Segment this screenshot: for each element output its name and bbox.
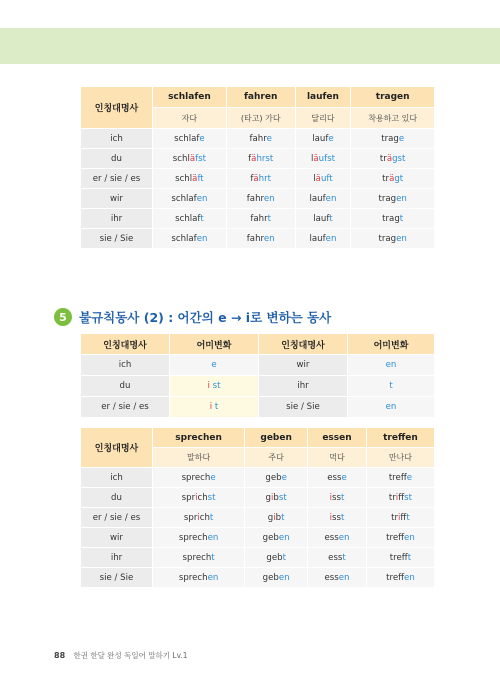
verb-stem: ch: [199, 512, 210, 523]
stem-vowel: e: [395, 472, 401, 483]
conjugation-cell: [308, 548, 367, 568]
verb-ending: en: [338, 532, 350, 543]
book-title: 한권 한달 완성 독일어 말하기 Lv.1: [73, 651, 188, 660]
verb-stem: b: [276, 472, 282, 483]
conjugation-cell: [153, 129, 227, 149]
verb-meaning: 달리다: [296, 108, 352, 129]
verb-stem: tr: [389, 552, 397, 563]
verb-stem: trag: [381, 133, 399, 144]
verb-stem: tr: [386, 572, 393, 583]
conjugation-cell: [153, 189, 227, 209]
verb-header: tragen: [351, 87, 434, 108]
vowel-change: ä: [315, 173, 321, 184]
verb-header: sprechen: [153, 428, 245, 448]
verb-ending: e: [406, 472, 413, 483]
verb-ending: fst: [195, 153, 206, 164]
verb-header: fahren: [227, 87, 296, 108]
vowel-change: ä: [389, 173, 395, 184]
verb-stem: schlaf: [171, 193, 197, 204]
verb-stem: ch: [200, 472, 211, 483]
stem-vowel: i: [329, 512, 332, 523]
verb-stem: trag: [382, 213, 400, 224]
verb-stem: fahr: [249, 133, 267, 144]
stem-vowel: e: [268, 572, 274, 583]
conjugation-cell: [351, 169, 434, 189]
pronoun-cell: sie / Sie: [81, 568, 153, 588]
verb-stem: g: [262, 572, 269, 583]
pronoun-cell: sie / Sie: [259, 397, 348, 418]
verb-stem: ch: [201, 552, 212, 563]
verb-ending: t: [340, 512, 345, 523]
pronoun-cell: sie / Sie: [81, 229, 153, 249]
verb-stem: tr: [379, 153, 387, 164]
verb-stem: spr: [181, 472, 195, 483]
verb-stem: b: [277, 552, 283, 563]
verb-stem: ff: [400, 512, 407, 523]
verb-stem: spr: [178, 532, 193, 543]
pronoun-cell: ich: [81, 129, 153, 149]
conjugation-cell: [308, 468, 367, 488]
verb-meaning: 말하다: [153, 448, 245, 468]
stem-vowel: i: [395, 492, 399, 503]
section-heading: [54, 308, 331, 326]
verb-ending: en: [263, 233, 275, 244]
verb-ending: t: [329, 213, 333, 224]
conjugation-cell: [153, 209, 227, 229]
verb-meaning: 착용하고 있다: [351, 108, 434, 129]
verb-stem: g: [265, 492, 272, 503]
stem-vowel: e: [194, 472, 201, 483]
verb-meaning: 자다: [153, 108, 227, 129]
verb-ending: en: [404, 572, 415, 583]
vowel-change: ä: [253, 173, 259, 184]
verb-ending: gt: [394, 173, 404, 184]
verb-ending: st: [207, 492, 216, 503]
conjugation-cell: [245, 488, 308, 508]
verb-ending: t: [200, 213, 204, 224]
stem-vowel: e: [195, 552, 202, 563]
verb-ending: e: [266, 133, 272, 144]
conjugation-cell: [296, 169, 352, 189]
verb-stem: lauf: [309, 193, 326, 204]
verb-ending: t: [406, 512, 410, 523]
verb-ending: t: [282, 552, 286, 563]
verb-ending: en: [278, 572, 290, 583]
stem-vowel: e: [192, 572, 198, 583]
verb-ending: t: [399, 213, 404, 224]
verb-stem: fahr: [246, 233, 264, 244]
stem-vowel: i: [197, 512, 200, 523]
verb-header: laufen: [296, 87, 352, 108]
verb-ending: en: [396, 233, 407, 244]
pronoun-cell: wir: [259, 355, 348, 376]
stem-vowel: e: [328, 552, 334, 563]
conjugation-cell: [296, 229, 352, 249]
ending-cell: t: [348, 376, 434, 397]
section-number-badge: 5: [54, 308, 72, 326]
conjugation-cell: [367, 568, 434, 588]
verb-stem: tr: [388, 472, 396, 483]
verb-ending: en: [396, 193, 407, 204]
conjugation-cell: [153, 528, 245, 548]
verb-stem: f: [248, 153, 252, 164]
ending-cell: [170, 355, 259, 376]
conjugation-cell: [351, 129, 434, 149]
verb-meaning: 주다: [245, 448, 308, 468]
verb-stem: ch: [197, 492, 208, 503]
stem-vowel: e: [268, 532, 274, 543]
pronoun-header: 인칭대명사: [81, 334, 170, 355]
verb-ending: t: [342, 552, 346, 563]
verb-ending: en: [325, 233, 337, 244]
header-band: [0, 28, 500, 64]
verb-stem: g: [267, 512, 274, 523]
vowel-change: ä: [386, 153, 393, 164]
verb-stem: lauf: [312, 133, 329, 144]
conjugation-cell: [367, 508, 434, 528]
verb-stem: trag: [378, 193, 397, 204]
conjugation-cell: [351, 189, 434, 209]
conjugation-cell: [367, 548, 434, 568]
verb-stem: l: [313, 173, 316, 184]
verb-ending: gst: [392, 153, 406, 164]
conjugation-cell: [153, 169, 227, 189]
ending-header: 어미변화: [170, 334, 259, 355]
stem-vowel: e: [392, 532, 399, 543]
table-row: [81, 129, 434, 149]
verb-stem: ch: [197, 532, 208, 543]
verb-ending: t: [281, 512, 285, 523]
ending-header: 어미변화: [348, 334, 434, 355]
conjugation-table-e-to-i: [81, 428, 434, 588]
verb-stem: tr: [382, 173, 390, 184]
conjugation-cell: [245, 468, 308, 488]
pronoun-cell: du: [81, 376, 170, 397]
verb-stem: fahr: [246, 193, 264, 204]
conjugation-cell: [245, 528, 308, 548]
pronoun-cell: ich: [81, 355, 170, 376]
verb-stem: spr: [183, 512, 198, 523]
verb-ending: t: [214, 402, 219, 412]
conjugation-cell: [245, 508, 308, 528]
conjugation-cell: [227, 169, 296, 189]
conjugation-cell: [367, 528, 434, 548]
pronoun-cell: ich: [81, 468, 153, 488]
table-row: [81, 376, 434, 397]
conjugation-cell: [351, 149, 434, 169]
verb-stem: g: [265, 472, 271, 483]
pronoun-cell: du: [81, 488, 153, 508]
stem-vowel: e: [270, 472, 277, 483]
verb-stem: b: [273, 572, 279, 583]
table-row: [81, 149, 434, 169]
table-row: [81, 528, 434, 548]
stem-vowel: i: [398, 512, 401, 523]
pronoun-cell: wir: [81, 528, 153, 548]
vowel-change: ä: [189, 153, 196, 164]
verb-stem: schl: [175, 173, 193, 184]
vowel-change: ä: [313, 153, 319, 164]
conjugation-cell: [227, 129, 296, 149]
vowel-change: ä: [251, 153, 257, 164]
verb-stem: b: [273, 492, 279, 503]
verb-stem: ss: [332, 492, 341, 503]
verb-stem: g: [266, 552, 272, 563]
pronoun-cell: ihr: [81, 209, 153, 229]
verb-ending: e: [211, 360, 217, 370]
verb-ending: en: [404, 532, 415, 543]
conjugation-cell: [308, 488, 367, 508]
conjugation-cell: [308, 528, 367, 548]
verb-meaning: 먹다: [308, 448, 367, 468]
conjugation-cell: [153, 229, 227, 249]
verb-stem: ss: [329, 572, 339, 583]
stem-vowel: e: [327, 472, 333, 483]
conjugation-cell: [296, 149, 352, 169]
verb-stem: ss: [329, 532, 339, 543]
verb-stem: spr: [181, 492, 196, 503]
table-row: [81, 169, 434, 189]
ending-cell: en: [348, 397, 434, 418]
verb-ending: e: [328, 133, 334, 144]
table-row: [81, 548, 434, 568]
stem-vowel: i: [195, 492, 198, 503]
verb-ending: hrt: [258, 173, 272, 184]
verb-stem: schl: [172, 153, 190, 164]
conjugation-cell: [308, 508, 367, 528]
conjugation-cell: [296, 189, 352, 209]
verb-ending: e: [398, 133, 405, 144]
verb-ending: e: [281, 472, 287, 483]
ending-cell: [170, 397, 259, 418]
stem-vowel: e: [392, 572, 399, 583]
verb-stem: tr: [386, 532, 393, 543]
verb-meaning: (타고) 가다: [227, 108, 296, 129]
stem-vowel: e: [271, 552, 278, 563]
verb-stem: ff: [400, 472, 407, 483]
verb-stem: ff: [398, 532, 405, 543]
verb-ending: t: [211, 552, 215, 563]
verb-ending: hrst: [256, 153, 274, 164]
vowel-change: i: [207, 381, 210, 391]
verb-stem: lauf: [309, 233, 326, 244]
conjugation-cell: [227, 149, 296, 169]
verb-stem: schlaf: [171, 233, 197, 244]
conjugation-cell: [308, 568, 367, 588]
verb-ending: en: [278, 532, 290, 543]
table-row: [81, 355, 434, 376]
pronoun-cell: wir: [81, 189, 153, 209]
verb-ending: t: [267, 213, 272, 224]
stem-vowel: e: [324, 572, 330, 583]
verb-stem: spr: [178, 572, 193, 583]
verb-ending: en: [338, 572, 350, 583]
pronoun-cell: er / sie / es: [81, 508, 153, 528]
verb-ending: e: [341, 472, 347, 483]
pronoun-cell: ihr: [259, 376, 348, 397]
conjugation-cell: [153, 568, 245, 588]
verb-ending: e: [210, 472, 216, 483]
pronoun-header: 인칭대명사: [81, 428, 153, 468]
verb-stem: b: [275, 512, 282, 523]
verb-stem: b: [273, 532, 279, 543]
verb-stem: schlaf: [175, 213, 201, 224]
verb-stem: spr: [182, 552, 196, 563]
section-title: 불규칙동사 (2) : 어간의 e → i로 변하는 동사: [79, 310, 332, 325]
verb-ending: t: [209, 512, 214, 523]
verb-ending: e: [199, 133, 205, 144]
verb-stem: lauf: [313, 213, 330, 224]
verb-ending: ft: [197, 173, 204, 184]
ending-table: [81, 334, 434, 418]
stem-vowel: e: [192, 532, 198, 543]
verb-stem: tr: [388, 492, 396, 503]
verb-ending: ufst: [318, 153, 335, 164]
table-row: [81, 229, 434, 249]
verb-ending: en: [325, 193, 337, 204]
conjugation-cell: [153, 468, 245, 488]
table-row: [81, 568, 434, 588]
verb-stem: f: [250, 173, 254, 184]
stem-vowel: e: [396, 552, 402, 563]
verb-stem: tr: [391, 512, 399, 523]
verb-header: schlafen: [153, 87, 227, 108]
pronoun-header: 인칭대명사: [259, 334, 348, 355]
verb-ending: uft: [320, 173, 333, 184]
verb-ending: en: [196, 233, 208, 244]
verb-ending: st: [278, 492, 287, 503]
verb-ending: en: [207, 532, 219, 543]
conjugation-cell: [227, 209, 296, 229]
verb-stem: ch: [197, 572, 208, 583]
ending-cell: en: [348, 355, 434, 376]
verb-stem: ff: [401, 552, 408, 563]
verb-header: geben: [245, 428, 308, 448]
stem-vowel: i: [329, 492, 332, 503]
verb-stem: trag: [378, 233, 397, 244]
verb-stem: schlaf: [174, 133, 200, 144]
verb-stem: ss: [332, 512, 341, 523]
conjugation-cell: [227, 229, 296, 249]
conjugation-cell: [296, 209, 352, 229]
table-row: [81, 508, 434, 528]
verb-ending: t: [407, 552, 412, 563]
verb-stem: ff: [398, 492, 405, 503]
verb-stem: ss: [332, 472, 342, 483]
verb-ending: en: [263, 193, 275, 204]
verb-ending: st: [404, 492, 412, 503]
stem-vowel: e: [324, 532, 330, 543]
verb-stem: ff: [398, 572, 405, 583]
conjugation-cell: [367, 468, 434, 488]
ending-cell: [170, 376, 259, 397]
verb-meaning: 만나다: [367, 448, 434, 468]
verb-ending: en: [207, 572, 219, 583]
vowel-change: i: [209, 402, 213, 412]
conjugation-cell: [227, 189, 296, 209]
conjugation-cell: [153, 149, 227, 169]
table-row: [81, 468, 434, 488]
conjugation-cell: [153, 548, 245, 568]
table-row: [81, 189, 434, 209]
conjugation-table-a-to-ae: [81, 87, 434, 249]
conjugation-cell: [296, 129, 352, 149]
table-row: [81, 488, 434, 508]
conjugation-cell: [245, 548, 308, 568]
verb-header: essen: [308, 428, 367, 448]
stem-vowel: i: [271, 492, 274, 503]
conjugation-cell: [245, 568, 308, 588]
verb-stem: g: [262, 532, 269, 543]
pronoun-cell: er / sie / es: [81, 397, 170, 418]
table-row: [81, 397, 434, 418]
vowel-change: ä: [192, 173, 198, 184]
verb-ending: en: [196, 193, 208, 204]
verb-ending: t: [340, 492, 345, 503]
conjugation-cell: [153, 508, 245, 528]
page-number: 88: [54, 651, 66, 660]
verb-header: treffen: [367, 428, 434, 448]
conjugation-cell: [351, 209, 434, 229]
verb-ending: st: [212, 381, 221, 391]
pronoun-cell: er / sie / es: [81, 169, 153, 189]
verb-stem: fahr: [250, 213, 268, 224]
table-row: [81, 209, 434, 229]
pronoun-cell: du: [81, 149, 153, 169]
verb-stem: ss: [333, 552, 343, 563]
page-footer: [54, 650, 188, 661]
conjugation-cell: [351, 229, 434, 249]
pronoun-cell: ihr: [81, 548, 153, 568]
conjugation-cell: [367, 488, 434, 508]
pronoun-header: 인칭대명사: [81, 87, 153, 129]
conjugation-cell: [153, 488, 245, 508]
verb-stem: l: [310, 153, 314, 164]
stem-vowel: i: [273, 512, 276, 523]
